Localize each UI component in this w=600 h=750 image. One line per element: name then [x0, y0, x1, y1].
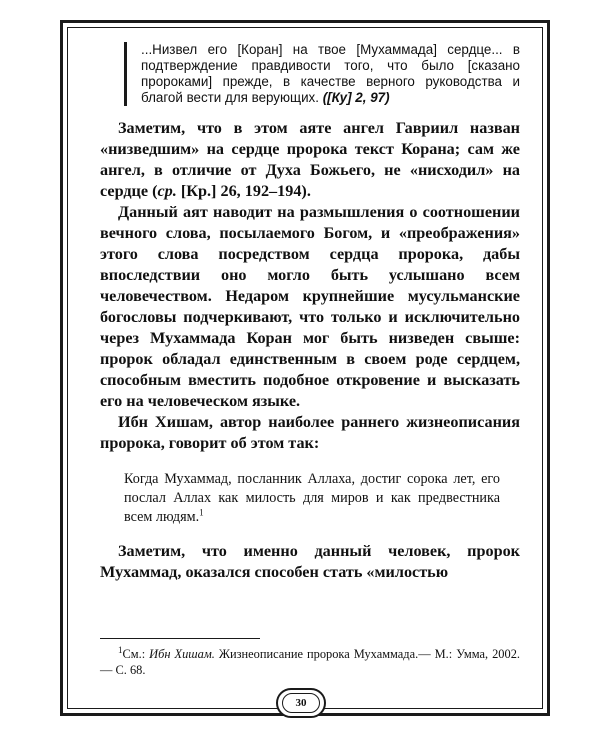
ibn-hisham-quote	[124, 470, 500, 527]
footnote-prefix: См.:	[122, 647, 150, 661]
quran-quote	[124, 42, 520, 106]
footnote-ref[interactable]: 1	[199, 507, 204, 518]
paragraph-1-text-b: [Кр.] 26, 192–194).	[176, 182, 311, 200]
page-number-area	[0, 688, 600, 724]
footnote-divider	[100, 638, 260, 639]
ibn-hisham-quote-text: Когда Мухаммад, посланник Аллаха, достиг сорока лет, его послал Аллах как милость для миров и как предвестника всем людям.	[124, 471, 500, 525]
footnote-author: Ибн Хишам.	[149, 647, 215, 661]
paragraph-1-text-a: Заметим, что в этом аяте ангел Гавриил назван «низведшим» на сердце пророка текст Корана; сам же ангел, в отличие от Духа Божьего, не «нисходил» на сердце (	[100, 119, 520, 200]
paragraph-3: Ибн Хишам, автор наиболее раннего жизнеописания пророка, говорит об этом так:	[100, 413, 520, 452]
page-content	[100, 42, 520, 583]
footnote-rest: Жизнеописание пророка Мухаммада.— М.: Умма, 2002.— С. 68.	[100, 647, 520, 677]
footnote-number: 1	[118, 644, 123, 655]
footnote	[100, 646, 520, 678]
paragraph-4: Заметим, что именно данный человек, пророк Мухаммад, оказался способен стать «милостью	[100, 542, 520, 581]
paragraph-2: Данный аят наводит на размышления о соотношении вечного слова, посылаемого Богом, и «преображения» этого слова посредством сердца пророка, дабы впоследствии оно могло быть услышано всем человечеством. Недаром крупнейшие мусульманские богословы подчеркивают, что только и исключительно через Мухаммада Коран мог быть низведен свыше: пророк обладал единственным в своем роде сердцем, способным вместить подобное откровение и высказать его на человеческом языке.	[100, 203, 520, 410]
paragraph-1	[100, 118, 520, 202]
paragraph-1-cf: ср.	[157, 182, 177, 200]
page-number: 30	[276, 688, 326, 718]
quran-quote-source: ([Ку] 2, 97)	[322, 90, 390, 105]
quran-quote-text: ...Низвел его [Коран] на твое [Мухаммада] сердце... в подтверждение правдивости того, что было [сказано пророками] прежде, в качестве верного руководства и благой вести для верующих.	[141, 42, 520, 105]
